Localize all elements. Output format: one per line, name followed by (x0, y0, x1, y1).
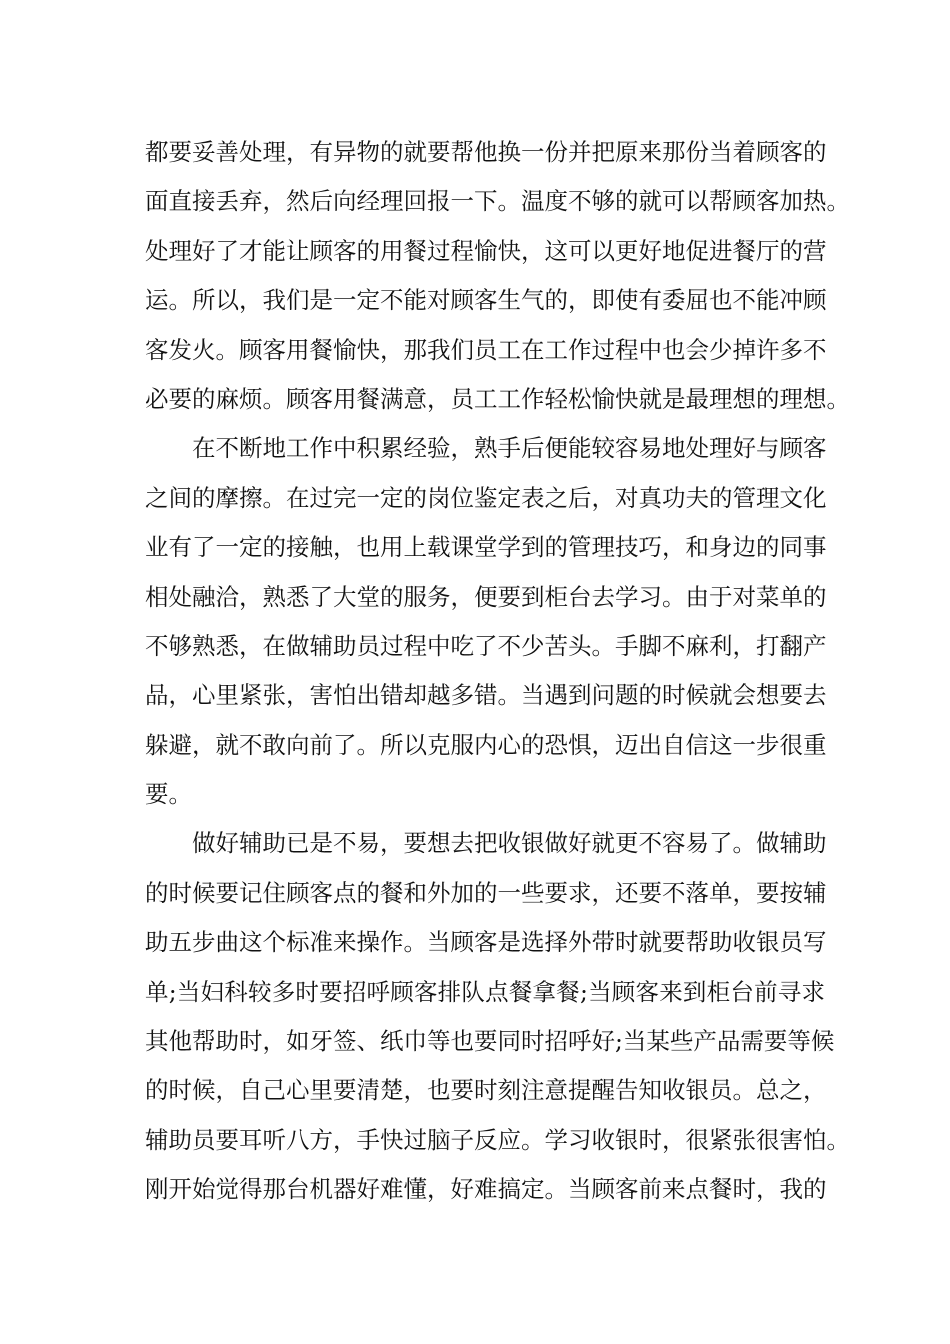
text-line: 刚开始觉得那台机器好难懂，好难搞定。当顾客前来点餐时，我的 (145, 1175, 827, 1204)
text-line: 都要妥善处理，有异物的就要帮他换一份并把原来那份当着顾客的 (145, 138, 827, 166)
text-line: 面直接丢弃，然后向经理回报一下。温度不够的就可以帮顾客加热。 (145, 187, 850, 216)
text-line: 辅助员要耳听八方，手快过脑子反应。学习收银时，很紧张很害怕。 (145, 1125, 850, 1154)
text-line: 单;当妇科较多时要招呼顾客排队点餐拿餐;当顾客来到柜台前寻求 (145, 977, 825, 1006)
text-line: 品，心里紧张，害怕出错却越多错。当遇到问题的时候就会想要去 (145, 681, 827, 710)
text-line: 业有了一定的接触，也用上载课堂学到的管理技巧，和身边的同事 (145, 533, 827, 562)
text-line: 处理好了才能让顾客的用餐过程愉快，这可以更好地促进餐厅的营 (145, 236, 827, 265)
paragraph-first-line: 在不断地工作中积累经验，熟手后便能较容易地处理好与顾客 (192, 434, 827, 463)
text-line: 助五步曲这个标准来操作。当顾客是选择外带时就要帮助收银员写 (145, 928, 827, 957)
text-line: 客发火。顾客用餐愉快，那我们员工在工作过程中也会少掉许多不 (145, 335, 827, 364)
text-line: 不够熟悉，在做辅助员过程中吃了不少苦头。手脚不麻利，打翻产 (145, 631, 827, 660)
text-line: 之间的摩擦。在过完一定的岗位鉴定表之后，对真功夫的管理文化 (145, 483, 827, 512)
text-line: 要。 (145, 780, 192, 809)
text-line: 相处融洽，熟悉了大堂的服务，便要到柜台去学习。由于对菜单的 (145, 582, 827, 611)
body-text (145, 128, 850, 1215)
text-line: 其他帮助时，如牙签、纸巾等也要同时招呼好;当某些产品需要等候 (145, 1027, 835, 1056)
text-line: 躲避，就不敢向前了。所以克服内心的恐惧，迈出自信这一步很重 (145, 730, 827, 759)
text-line: 必要的麻烦。顾客用餐满意，员工工作轻松愉快就是最理想的理想。 (145, 384, 850, 413)
text-line: 运。所以，我们是一定不能对顾客生气的，即使有委屈也不能冲顾 (145, 286, 827, 315)
paragraph-first-line: 做好辅助已是不易，要想去把收银做好就更不容易了。做辅助 (192, 829, 827, 858)
text-line: 的时候要记住顾客点的餐和外加的一些要求，还要不落单，要按辅 (145, 878, 827, 907)
text-line: 的时候，自己心里要清楚，也要时刻注意提醒告知收银员。总之， (145, 1076, 827, 1105)
